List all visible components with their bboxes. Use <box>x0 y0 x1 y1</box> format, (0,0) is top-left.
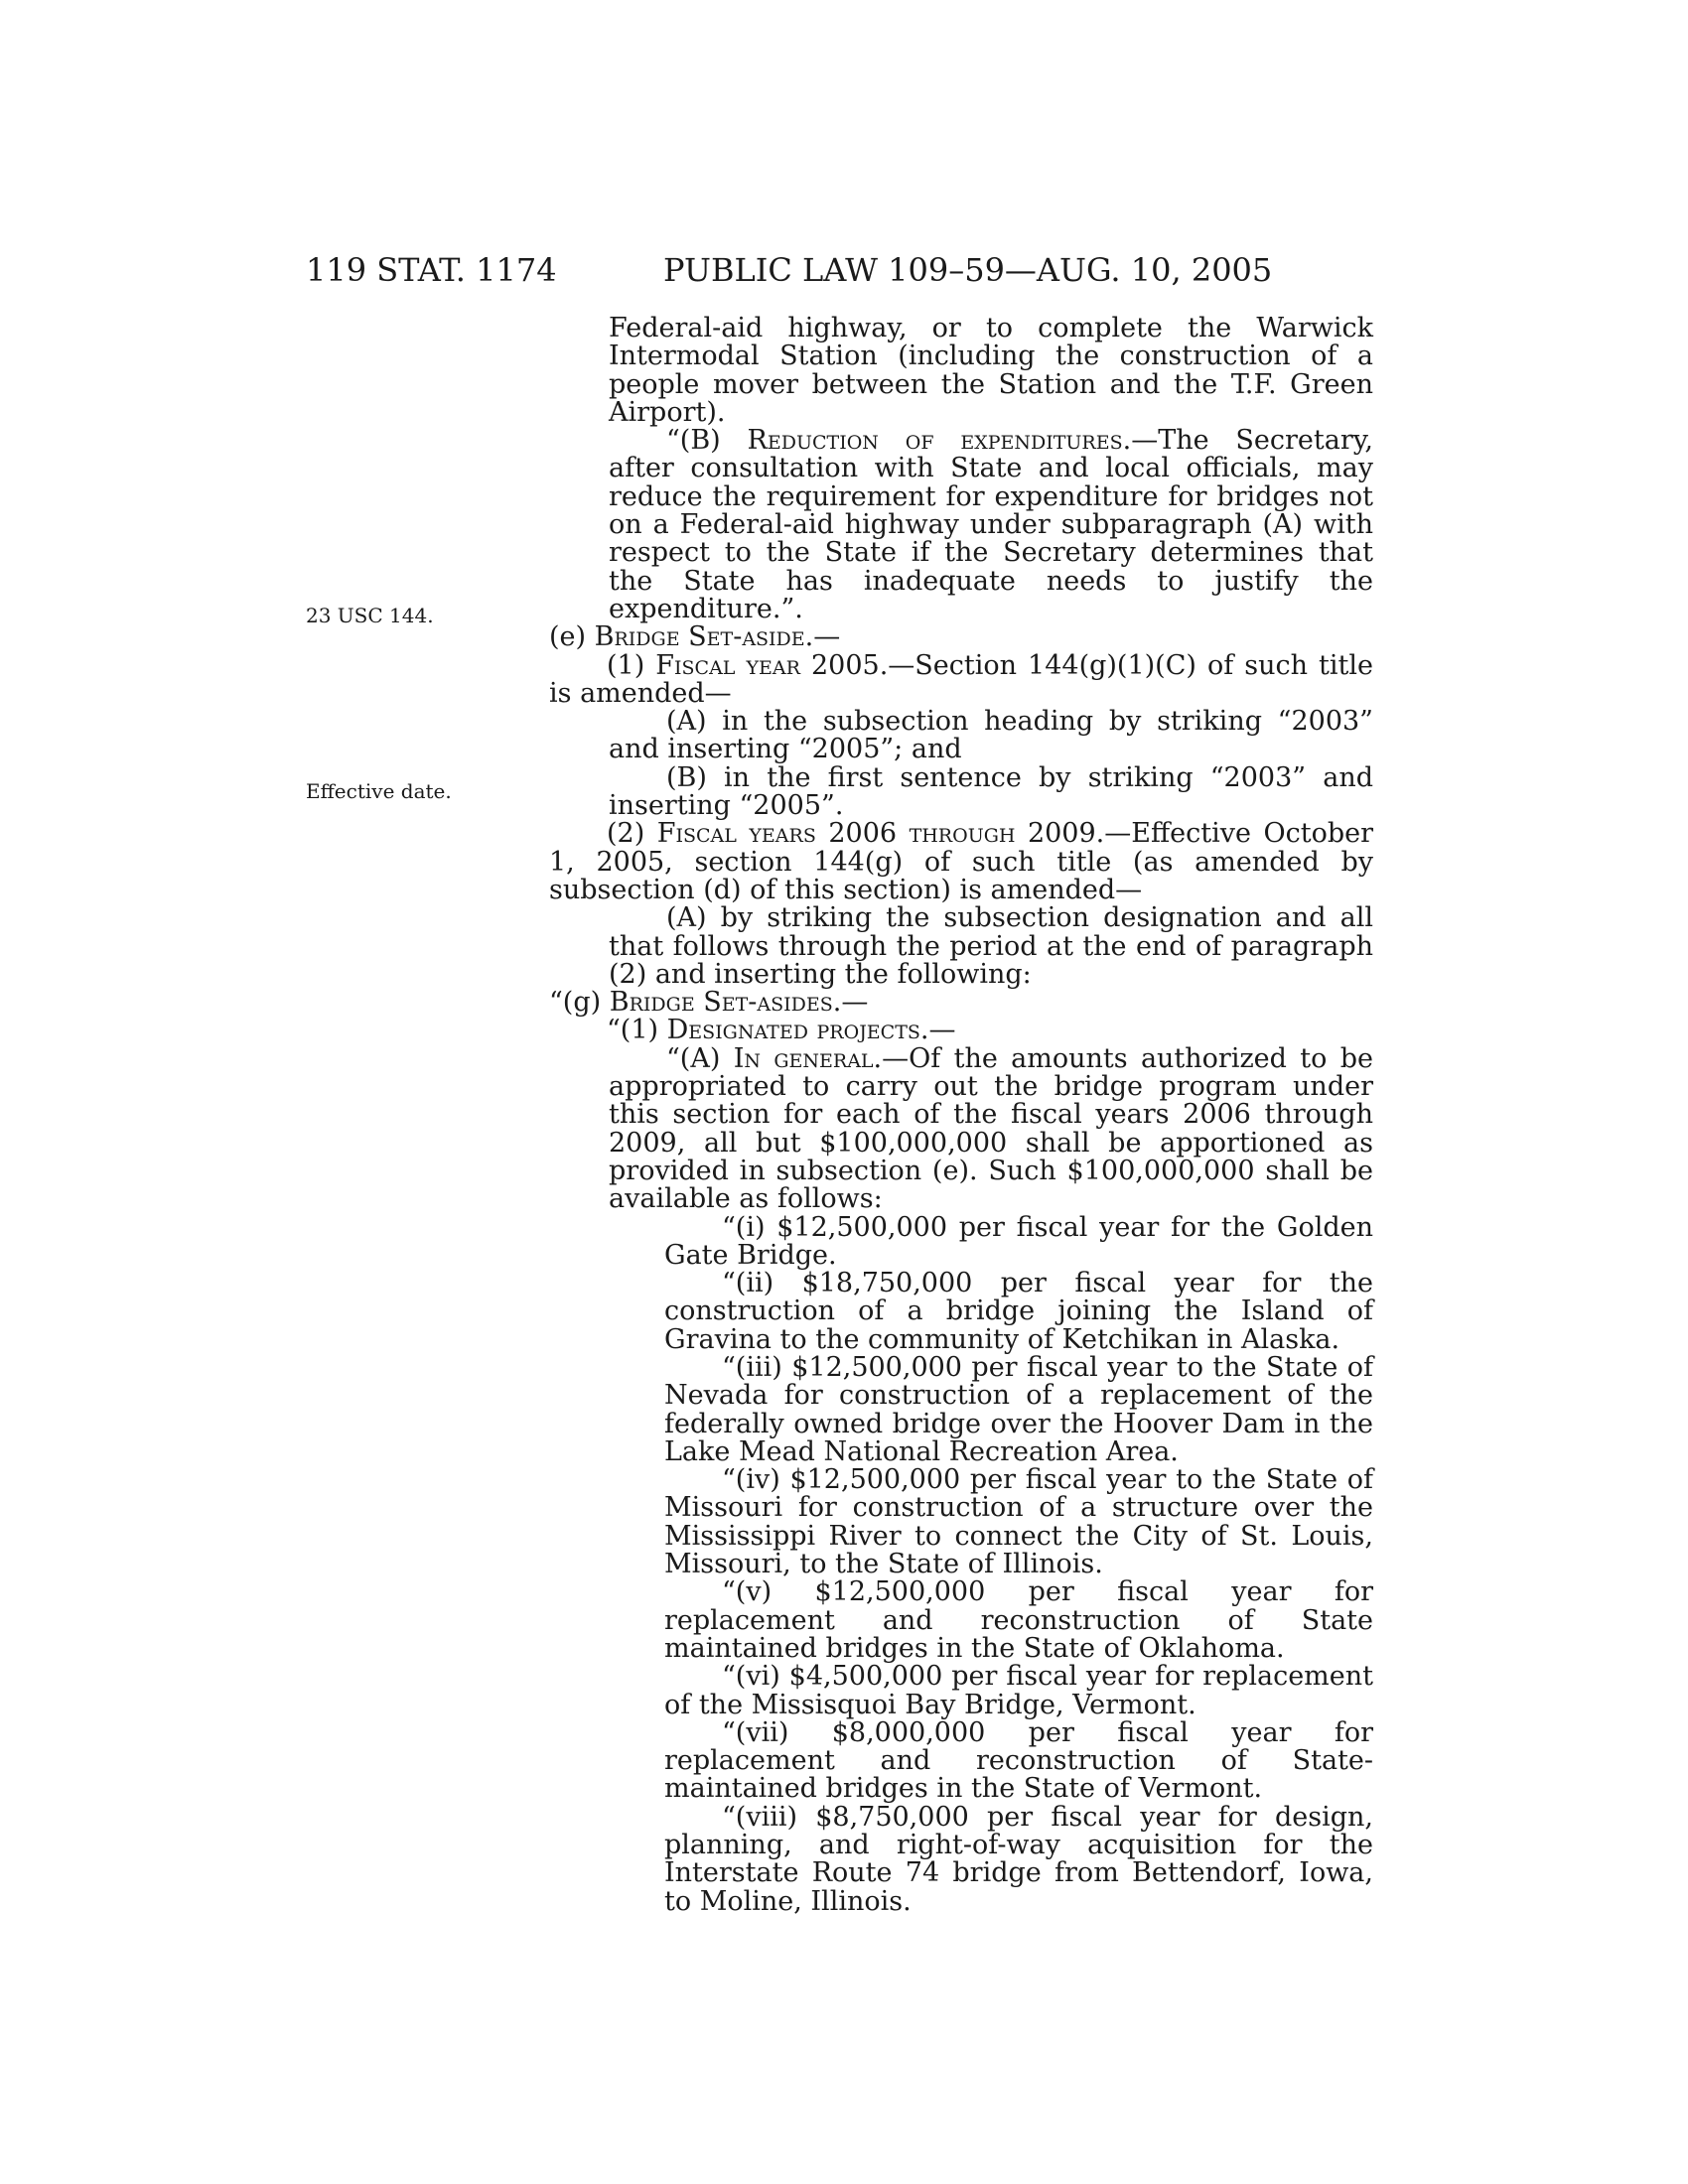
paragraph-designated-projects <box>549 1017 1373 1044</box>
paragraph-text: .— <box>919 1015 956 1046</box>
paragraph-text: .—Effective October 1, 2005, section 144(g) of such title (as amended by subsection (d) of this section) is amended— <box>549 818 1373 905</box>
paragraph-fiscal-year-2005 <box>549 649 1374 709</box>
paragraph-heading: Fiscal year 2005 <box>655 649 880 681</box>
paragraph-text: .— <box>804 621 841 653</box>
subparagraph-a-heading-amendment: (A) in the subsection heading by striking “2003” and inserting “2005”; and <box>609 706 1373 765</box>
paragraph-heading: Fiscal years 2006 through 2009 <box>656 818 1096 850</box>
paragraph-label: “(1) <box>607 1015 667 1046</box>
margin-note-effective-date: Effective date. <box>306 779 452 803</box>
paragraph-heading: Designated projects <box>666 1015 920 1046</box>
clause-viii-interstate-74: “(viii) $8,750,000 per fiscal year for design, planning, and right-of-way acquisition for the Interstate Route 74 bridge from Bettendorf, Iowa, to Moline, Illinois. <box>664 1801 1373 1917</box>
paragraph-label: (e) <box>549 621 595 653</box>
subparagraph-b-first-sentence-amendment: (B) in the first sentence by striking “2003” and inserting “2005”. <box>609 761 1373 822</box>
subparagraph-in-general <box>549 1042 1374 1215</box>
paragraph-text: .— <box>832 987 869 1019</box>
paragraph-heading: Reduction of expenditures <box>747 425 1123 457</box>
clause-iii-hoover-dam: “(iii) $12,500,000 per fiscal year to the State of Nevada for construction of a replacement of the federally owned bridge over the Hoover Dam in the Lake Mead National Recreation Area. <box>664 1351 1373 1467</box>
subsection-bridge-set-aside <box>549 623 1373 651</box>
paragraph-label: (2) <box>607 818 657 850</box>
margin-note-usc: 23 USC 144. <box>306 604 434 627</box>
statute-body <box>549 315 1373 1916</box>
paragraph-heading: Bridge Set-asides <box>609 987 833 1019</box>
page-stat-number: 119 STAT. 1174 <box>306 251 557 289</box>
paragraph-heading: Bridge Set-aside <box>594 621 805 653</box>
paragraph-fiscal-years-2006-2009 <box>549 820 1373 904</box>
running-header: PUBLIC LAW 109–59—AUG. 10, 2005 <box>663 251 1273 289</box>
paragraph-label: “(B) <box>666 425 748 457</box>
clause-i-golden-gate: “(i) $12,500,000 per fiscal year for the Golden Gate Bridge. <box>664 1211 1373 1271</box>
clause-iv-mississippi: “(iv) $12,500,000 per fiscal year to the State of Missouri for construction of a structure over the Mississippi River to connect the City of St. Louis, Missouri, to the State of Illinois. <box>664 1464 1373 1580</box>
paragraph-continuation: Federal-aid highway, or to complete the Warwick Intermodal Station (including the construction of a people mover between the Station and the T.F. Green Airport). <box>609 313 1373 428</box>
paragraph-reduction-of-expenditures <box>549 427 1373 623</box>
clause-vi-missisquoi: “(vi) $4,500,000 per fiscal year for replacement of the Missisquoi Bay Bridge, Vermont. <box>664 1661 1373 1720</box>
paragraph-text: .—Section 144(g)(1)(C) of such title is amended— <box>549 649 1374 709</box>
paragraph-label: “(g) <box>549 987 610 1019</box>
paragraph-heading: In general <box>733 1042 874 1074</box>
subparagraph-a-striking: (A) by striking the subsection designation and all that follows through the period at the end of paragraph (2) and inserting the following: <box>609 902 1373 990</box>
clause-ii-gravina: “(ii) $18,750,000 per fiscal year for the construction of a bridge joining the Island of Gravina to the community of Ketchikan in Alaska. <box>664 1268 1373 1355</box>
subsection-bridge-set-asides <box>549 989 1373 1017</box>
clause-v-oklahoma: “(v) $12,500,000 per fiscal year for replacement and reconstruction of State maintained bridges in the State of Oklahoma. <box>664 1576 1373 1664</box>
clause-vii-vermont: “(vii) $8,000,000 per fiscal year for replacement and reconstruction of State-maintained bridges in the State of Vermont. <box>664 1716 1373 1805</box>
paragraph-label: (1) <box>607 649 656 681</box>
paragraph-label: “(A) <box>666 1042 734 1074</box>
paragraph-text: .—The Secretary, after consultation with State and local officials, may reduce the requirement for expenditure for bridges not on a Federal-aid highway under subparagraph (A) with respect to the State if the Secretary determines that the State has inadequate needs to justify the expenditure.”. <box>609 425 1373 624</box>
paragraph-text: .—Of the amounts authorized to be appropriated to carry out the bridge program under this section for each of the fiscal years 2006 through 2009, all but $100,000,000 shall be apportioned as provided in subsection (e). Such $100,000,000 shall be available as follows: <box>609 1042 1374 1215</box>
